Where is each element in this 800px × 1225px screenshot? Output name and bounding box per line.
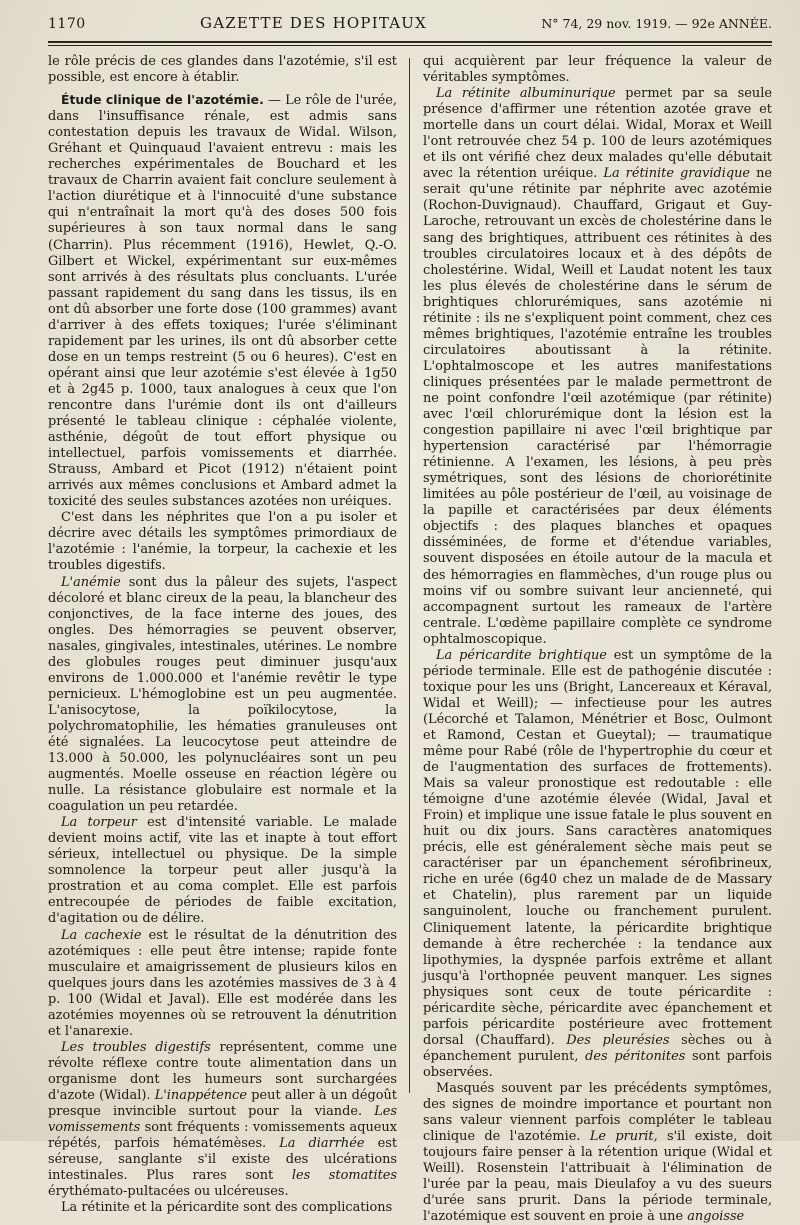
paragraph-text: sont fréquents : vomissements aqueux répétés, parfois hématémèses. bbox=[48, 1120, 397, 1152]
right-column bbox=[410, 54, 772, 1225]
paragraph-text: permet par sa seule présence d'affirmer une rétention azotée grave et mortelle dans un court délai. Widal, Morax et Weill l'ont retrouvée chez 54 p. 100 de leurs azotémiques et ils ont vérifié chez deux malades qu'elle débutait avec la rétention uréique. bbox=[423, 86, 772, 182]
paragraph: La rétinite et la péricardite sont des complications bbox=[61, 1200, 393, 1216]
paragraph-anemie bbox=[48, 575, 397, 816]
term: les stomatites bbox=[291, 1168, 398, 1184]
paragraph-retinite bbox=[423, 86, 772, 648]
paragraph: C'est dans les néphrites que l'on a pu isoler et décrire avec détails les symptômes primordiaux de l'azotémie : l'anémie, la torpeur, la cachexie et les troubles digestifs. bbox=[48, 510, 397, 574]
term: La rétinite albuminurique bbox=[436, 86, 616, 102]
paragraph-text: s'il existe, doit toujours faire penser à la rétention urique (Widal et Weill). Rosenstein l'attribuait à l'élimination de l'urée par la peau, mais Dieulafoy a vu des sueurs d'urée sans prurit. Dans la période terminale, l'azotémique est souvent en proie à une bbox=[423, 1129, 772, 1225]
paragraph-text: érythémato-pultacées ou ulcéreuses. bbox=[48, 1184, 289, 1200]
journal-title: GAZETTE DES HOPITAUX bbox=[200, 14, 427, 32]
term: La rétinite gravidique bbox=[603, 166, 751, 182]
term: L'anémie bbox=[61, 574, 121, 590]
paragraph-text: sèches ou à épanchement purulent, bbox=[423, 1032, 772, 1064]
term: des péritonites bbox=[585, 1048, 686, 1064]
page-number: 1170 bbox=[48, 16, 86, 32]
term: La torpeur bbox=[61, 815, 137, 831]
header-rule-thin bbox=[48, 45, 772, 46]
term: L'inappétence bbox=[154, 1088, 248, 1103]
paragraph-text: est d'intensité variable. Le malade devient moins actif, vite las et inapte à tout effort sérieux, intellectuel ou physique. De la simple somnolence la torpeur peut aller jusqu'à la prostration et au coma complet. Elle est parfois entrecoupée de périodes de faible excitation, d'agitation ou de délire. bbox=[48, 815, 397, 927]
paragraph-torpeur bbox=[48, 815, 397, 927]
paragraph-text: est séreuse, sanglante s'il existe des ulcérations intestinales. Plus rares sont bbox=[48, 1136, 397, 1184]
paragraph-text: — Le rôle de l'urée, dans l'insuffisance rénale, est admis sans contestation depuis les travaux de Widal. Wilson, Gréhant et Quinquaud l'avaient entrevu : mais les recherches expérimentales de Bouchard et les travaux de Charrin avaient fait conclure seulement à l'action diurétique et à l'innocuité d'une substance qui n'entraînait la mort qu'à des doses 500 fois supérieures à son taux normal dans le sang (Charrin). Plus récemment (1916), Hewlet, Q.-O. Gilbert et Wickel, expérimentant sur eux-mêmes sont arrivés à des résultats plus concluants. L'urée passant rapidement du sang dans les tissus, ils en ont dû absorber une forte dose (100 grammes) avant d'arriver à des effets toxiques; l'urée s'éliminant rapidement par les urines, ils ont dû absorber cette dose en un temps restreint (5 ou 6 heures). C'est en opérant ainsi que leur azotémie s'est élevée à 1g50 et à 2g45 p. 1000, taux analogues à ceux que l'on rencontre dans l'urémie dont ils ont d'ailleurs présenté le tableau clinique : céphalée violente, asthénie, dégoût de tout effort physique ou intellectuel, parfois vomissements et diarrhée. Strauss, Ambard et Picot (1912) n'étaient point arrivés aux mêmes conclusions et Ambard admet la toxicité des seules substances azotées non uréiques. bbox=[48, 93, 398, 510]
left-column bbox=[48, 54, 409, 1216]
paragraph-text: Masqués souvent par les précédents symptômes, des signes de moindre importance et pourtant non sans valeur viennent parfois compléter le tableau clinique de l'azotémie. bbox=[423, 1081, 772, 1145]
paragraph-text: ne serait qu'une rétinite par néphrite avec azotémie (Rochon-Duvignaud). Chauffard, Grigaut et Guy-Laroche, retrouvant un excès de cholestérine dans le sang des brightiques, attribuent ces rétinites à des troubles circulatoires locaux et à des dépôts de cholestérine. Widal, Weill et Laudat notent les taux les plus élevés de cholestérine dans le sérum de brightiques chlorurémiques, sans azotémie ni rétinite : ils ne s'expliquent point comment, chez ces mêmes brightiques, l'azotémie entraîne les troubles circulatoires aboutissant à la rétinite. L'ophtalmoscope et les autres manifestations cliniques présentées par le malade permettront de ne point confondre l'œil azotémique (par rétinite) avec l'œil chlorurémique dont la lésion est la congestion papillaire ni avec l'œil brightique par hypertension caractérisé par l'hémorragie rétinienne. A l'examen, les lésions, à peu près symétriques, sont des lésions de choriorétinite limitées au pôle postérieur de l'œil, au voisinage de la papille et caractérisées par deux éléments objectifs : des plaques blanches et opaques disséminées, de forme et d'étendue variables, souvent disposées en étoile autour de la macula et des hémorragies en flammèches, d'un rouge plus ou moins vif ou sombre suivant leur ancienneté, qui accompagnent surtout les rameaux de l'artère centrale. L'œdème papillaire complète ce syndrome ophtalmoscopique. bbox=[423, 166, 772, 647]
paragraph-pericardite bbox=[423, 648, 772, 1081]
term: La péricardite brightique bbox=[436, 647, 607, 663]
term: Le prurit, bbox=[589, 1129, 658, 1145]
section-heading: Étude clinique de l'azotémie. bbox=[61, 92, 264, 108]
paragraph-etude-clinique bbox=[48, 92, 397, 510]
header-rule-thick bbox=[48, 41, 772, 43]
paragraph: qui acquièrent par leur fréquence la valeur de véritables symptômes. bbox=[423, 54, 772, 86]
paragraph-text: représentent, comme une révolte réflexe contre toute alimentation dans un organisme dont les humeurs sont surchargées d'azote (Widal). bbox=[48, 1039, 397, 1103]
issue-info: N° 74, 29 nov. 1919. — 92e ANNÉE. bbox=[541, 16, 772, 31]
term: angoisse bbox=[687, 1209, 745, 1225]
term: La cachexie bbox=[61, 927, 142, 943]
paragraph-text: est un symptôme de la période terminale. Elle est de pathogénie discutée : toxique pour les uns (Bright, Lancereaux et Kéraval, Widal et Weill); — infectieuse pour les autres (Lécorché et Talamon, Ménétrier et Bosc, Oulmont et Ramond, Cestan et Gueytal); — traumatique même pour Rabé (rôle de l'hypertrophie du cœur et de l'augmentation des surfaces de frottements). Mais sa valeur pronostique est redoutable : elle témoigne d'une azotémie élevée (Widal, Javal et Froin) et implique une issue fatale le plus souvent en huit ou dix jours. Sans caractères anatomiques précis, elle est généralement sèche mais peut se caractériser par un épanchement sérofibrineux, riche en urée (6g40 chez un malade de de Massary et Chatelin), plus rarement par un liquide sanguinolent, louche ou franchement purulent. Cliniquement latente, la péricardite brightique demande à être recherchée : la tendance aux lipothymies, la dyspnée parfois extrême et allant jusqu'à l'orthopnée peuvent manquer. Les signes physiques sont ceux de toute péricardite : péricardite sèche, péricardite avec épanchement et parfois péricardite postérieure avec frottement dorsal (Chauffard). bbox=[423, 647, 772, 1048]
term: Des pleurésies bbox=[566, 1032, 670, 1048]
term: Les vomissements bbox=[48, 1104, 397, 1136]
article-columns bbox=[48, 54, 772, 1225]
paragraph-text: sont dus la pâleur des sujets, l'aspect décoloré et blanc cireux de la peau, la blancheur des conjonctives, de la face interne des joues, des ongles. Des hémorragies se peuvent observer, nasales, gingivales, intestinales, utérines. Le nombre des globules rouges peut diminuer jusqu'aux environs de 1.000.000 et l'anémie revêtir le type pernicieux. L'hémoglobine est un peu augmentée. L'anisocytose, la poïkilocytose, la polychromatophilie, les hématies granuleuses ont été signalées. La leucocytose peut atteindre de 13.000 à 50.000, les polynucléaires sont un peu augmentés. Moelle osseuse en réaction légère ou nulle. La résistance globulaire est normale et la coagulation un peu retardée. bbox=[48, 574, 397, 815]
paragraph: le rôle précis de ces glandes dans l'azotémie, s'il est possible, est encore à établir. bbox=[48, 54, 397, 86]
paragraph-prurit bbox=[423, 1081, 772, 1225]
term: Les troubles digestifs bbox=[61, 1039, 211, 1055]
paragraph-text: peut aller à un dégoût presque invincible surtout pour la viande. bbox=[48, 1088, 397, 1120]
paragraph-text: sont parfois observées. bbox=[423, 1048, 772, 1080]
page-header bbox=[48, 14, 772, 36]
paragraph-troubles-digestifs bbox=[48, 1040, 397, 1200]
paragraph-cachexie bbox=[48, 928, 397, 1040]
paragraph-text: est le résultat de la dénutrition des azotémiques : elle peut être intense; rapide fonte musculaire et amaigrissement de plusieurs kilos en quelques jours dans les azotémies massives de 3 à 4 p. 100 (Widal et Javal). Elle est modérée dans les azotémies moyennes où se retrouvent la dénutrition et l'anarexie. bbox=[48, 927, 397, 1039]
term: La diarrhée bbox=[279, 1136, 365, 1152]
